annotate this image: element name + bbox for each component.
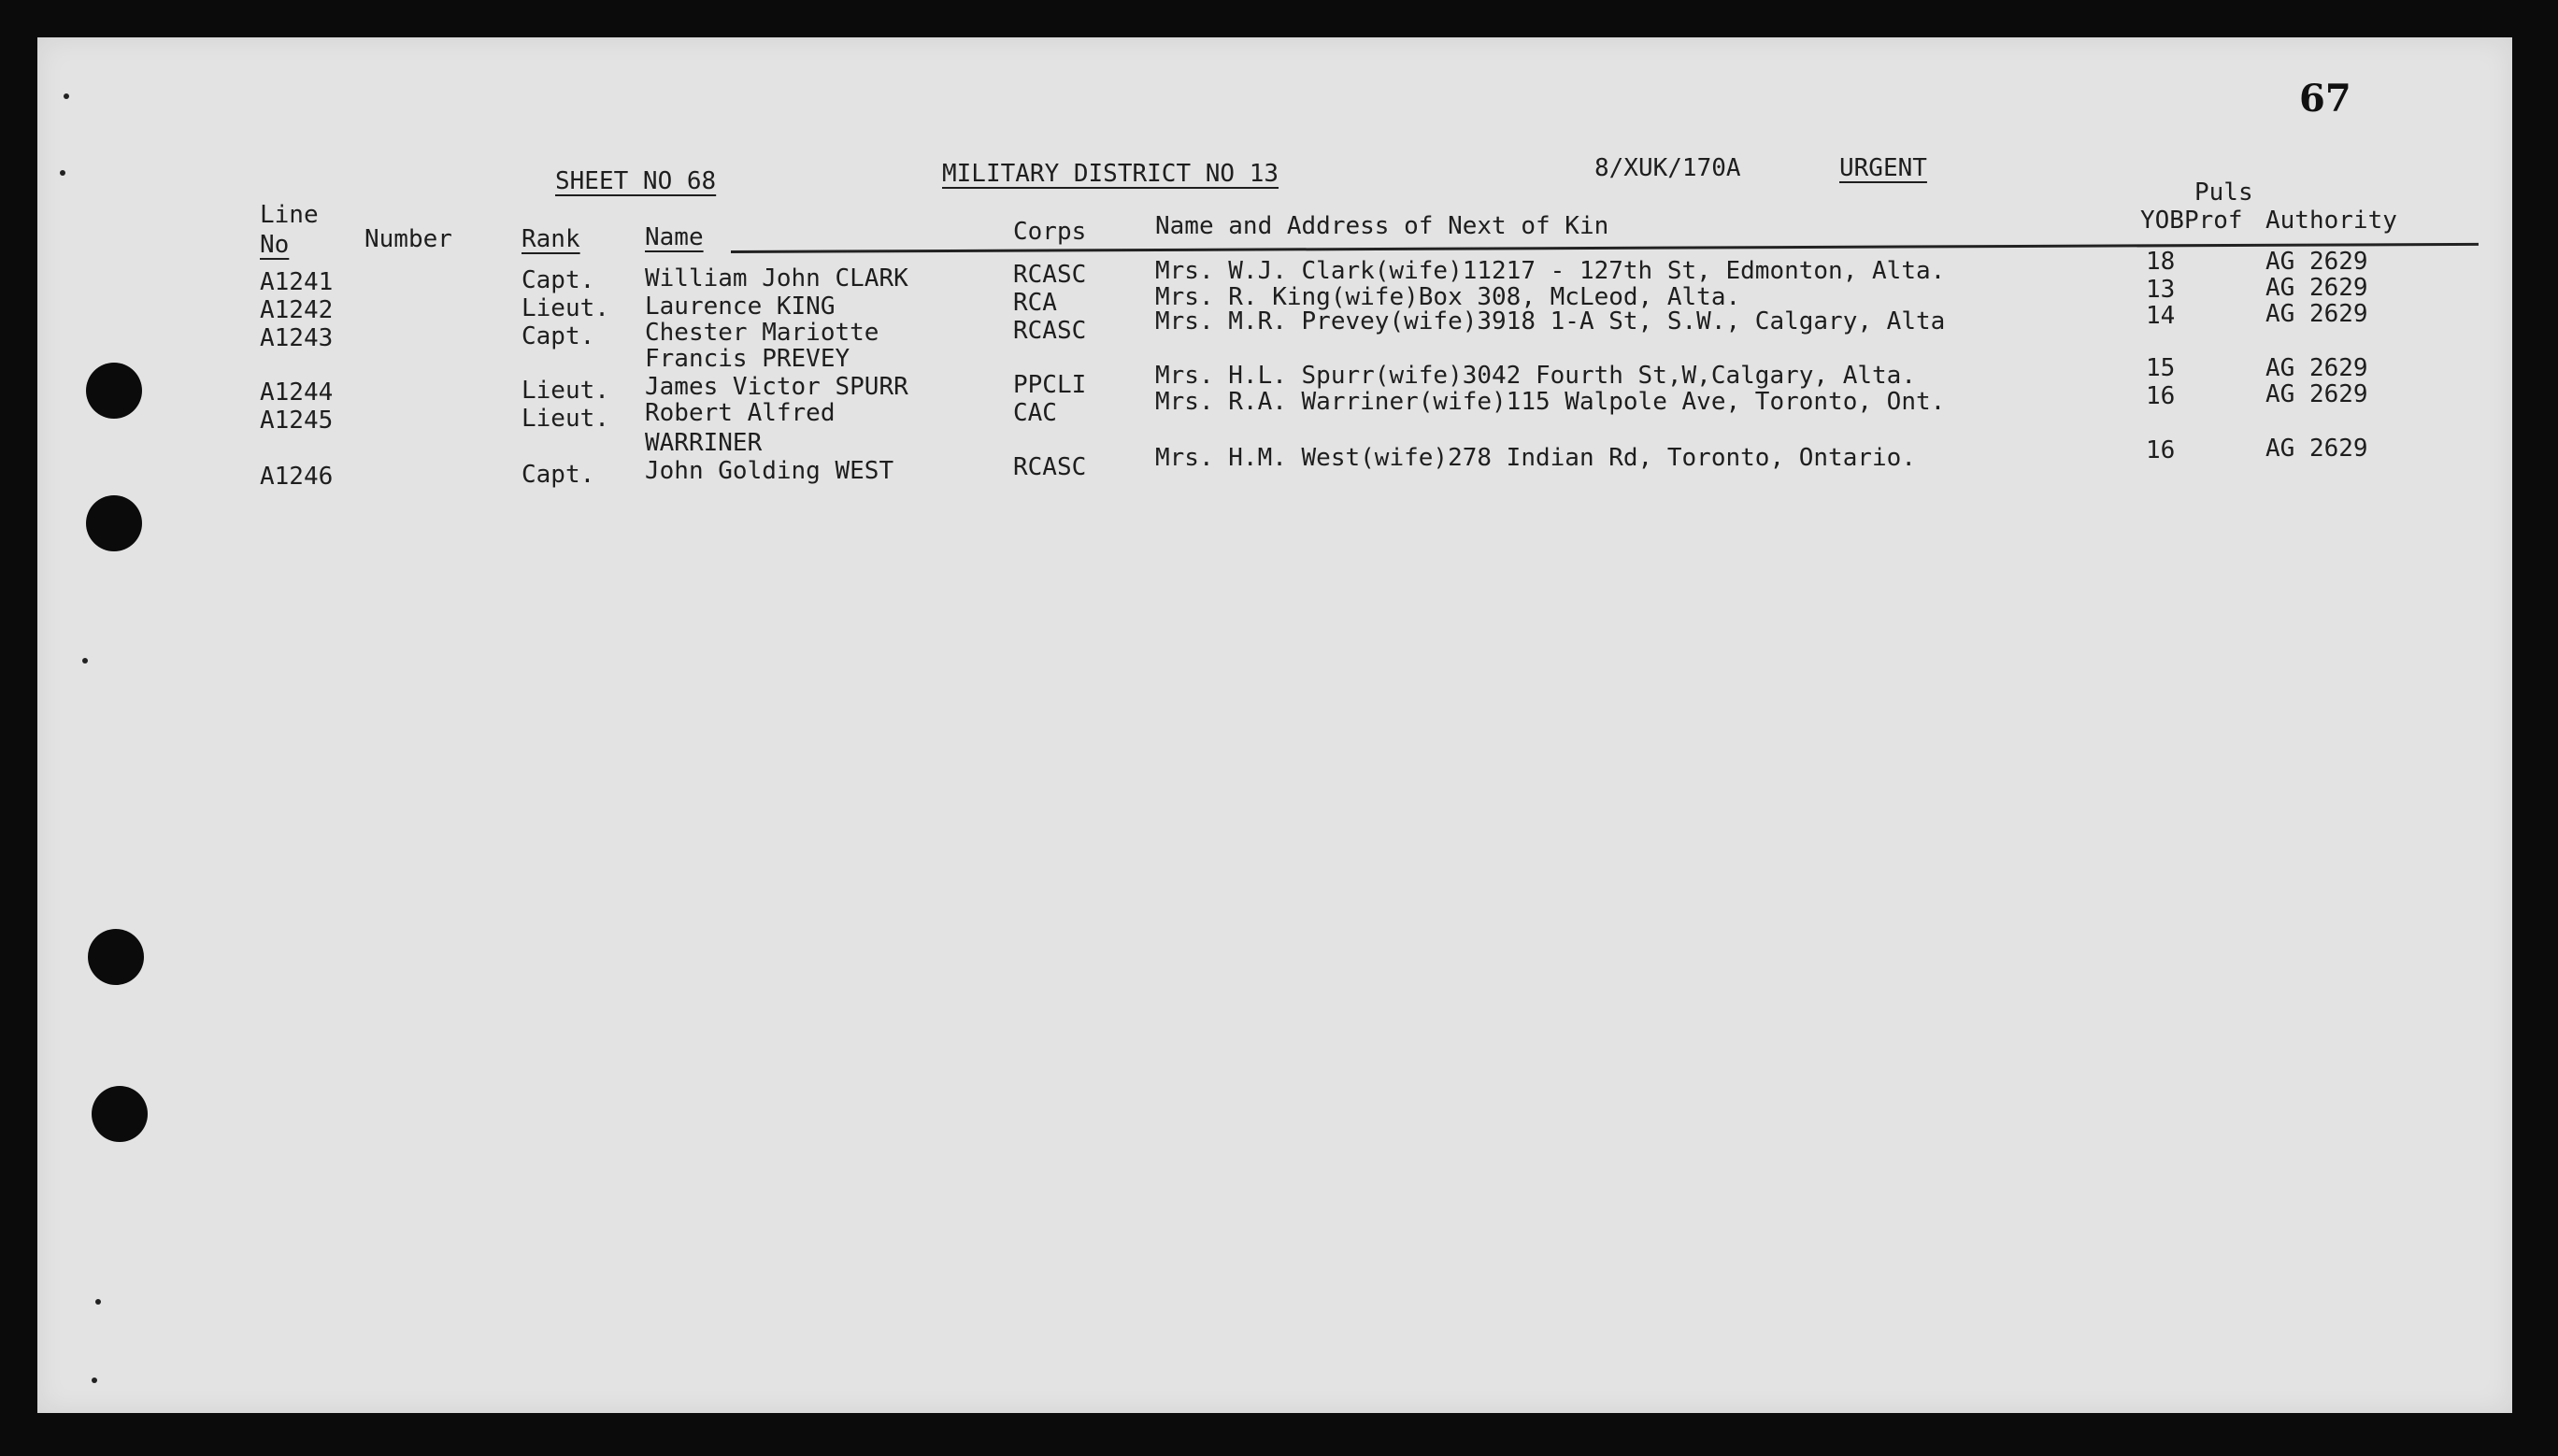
col-name: Name	[645, 223, 704, 251]
row-next-of-kin: Mrs. H.M. West(wife)278 Indian Rd, Toronto, Ontario.	[1155, 444, 1916, 472]
row-name: John Golding WEST	[645, 457, 894, 485]
punch-hole	[88, 929, 144, 985]
row-name: William John CLARK	[645, 264, 908, 293]
military-district: MILITARY DISTRICT NO 13	[942, 160, 1279, 188]
punch-hole	[92, 1086, 148, 1142]
col-no-label: No	[260, 231, 290, 259]
sheet-number: SHEET NO 68	[555, 167, 717, 195]
row-line-no: A1243	[260, 324, 334, 352]
priority-label: URGENT	[1839, 154, 1927, 182]
row-next-of-kin: Mrs. R. King(wife)Box 308, McLeod, Alta.	[1155, 283, 1741, 311]
row-corps: RCASC	[1013, 453, 1087, 481]
row-next-of-kin: Mrs. R.A. Warriner(wife)115 Walpole Ave, Toronto, Ont.	[1155, 388, 1946, 416]
row-rank: Lieut.	[522, 377, 609, 405]
row-name: Chester Mariotte	[645, 319, 879, 347]
row-authority: AG 2629	[2265, 300, 2368, 328]
speck	[95, 1299, 101, 1305]
row-next-of-kin: Mrs. W.J. Clark(wife)11217 - 127th St, Edmonton, Alta.	[1155, 257, 1946, 285]
row-authority: AG 2629	[2265, 354, 2368, 382]
punch-hole	[86, 363, 142, 419]
row-corps: PPCLI	[1013, 371, 1087, 399]
row-name-cont: WARRINER	[645, 429, 763, 457]
row-rank: Lieut.	[522, 294, 609, 322]
row-rank: Lieut.	[522, 405, 609, 433]
row-authority: AG 2629	[2265, 248, 2368, 276]
row-yob: 13	[2146, 276, 2176, 304]
row-yob: 14	[2146, 302, 2176, 330]
page-number: 67	[2299, 77, 2351, 121]
row-rank: Capt.	[522, 322, 595, 350]
row-authority: AG 2629	[2265, 435, 2368, 463]
row-name-cont: Francis PREVEY	[645, 345, 850, 373]
row-name: Laurence KING	[645, 293, 836, 321]
col-rank: Rank	[522, 225, 580, 253]
row-corps: RCASC	[1013, 261, 1087, 289]
row-rank: Capt.	[522, 461, 595, 489]
col-next-of-kin: Name and Address of Next of Kin	[1155, 212, 1609, 240]
col-line-label: Line	[260, 201, 319, 229]
speck	[64, 93, 69, 99]
row-yob: 16	[2146, 382, 2176, 410]
row-authority: AG 2629	[2265, 380, 2368, 408]
row-corps: CAC	[1013, 399, 1057, 427]
speck	[92, 1377, 97, 1383]
row-line-no: A1246	[260, 463, 334, 491]
col-puls: Puls	[2194, 178, 2253, 207]
row-yob: 15	[2146, 354, 2176, 382]
col-yob-prof: YOBProf	[2140, 207, 2243, 235]
row-name: Robert Alfred	[645, 399, 836, 427]
row-line-no: A1245	[260, 407, 334, 435]
row-yob: 16	[2146, 436, 2176, 464]
row-line-no: A1241	[260, 268, 334, 296]
row-name: James Victor SPURR	[645, 373, 908, 401]
speck	[60, 170, 65, 176]
row-authority: AG 2629	[2265, 274, 2368, 302]
punch-hole	[86, 495, 142, 551]
col-corps: Corps	[1013, 218, 1087, 246]
reference-code: 8/XUK/170A	[1594, 154, 1741, 182]
row-next-of-kin: Mrs. H.L. Spurr(wife)3042 Fourth St,W,Calgary, Alta.	[1155, 362, 1916, 390]
col-number: Number	[364, 225, 452, 253]
col-authority: Authority	[2265, 207, 2397, 235]
row-next-of-kin: Mrs. M.R. Prevey(wife)3918 1-A St, S.W., Calgary, Alta	[1155, 307, 1946, 335]
row-corps: RCASC	[1013, 317, 1087, 345]
row-line-no: A1244	[260, 378, 334, 407]
row-yob: 18	[2146, 248, 2176, 276]
row-rank: Capt.	[522, 266, 595, 294]
speck	[82, 658, 88, 664]
row-corps: RCA	[1013, 289, 1057, 317]
row-line-no: A1242	[260, 296, 334, 324]
